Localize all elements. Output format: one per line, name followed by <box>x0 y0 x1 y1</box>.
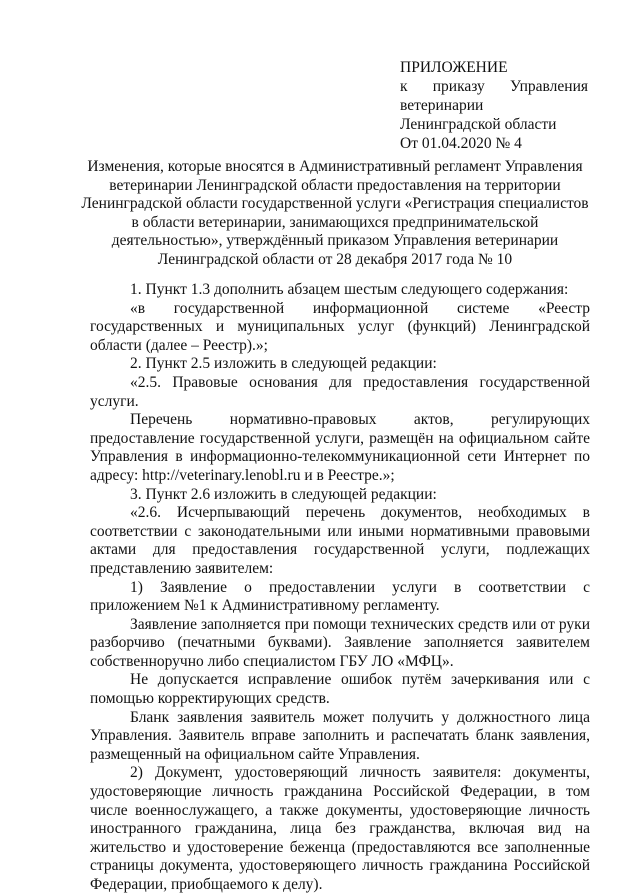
paragraph: Заявление заполняется при помощи технических средств или от руки разборчиво (печатными буквами). Заявление заполняется заявителем собственноручно либо специалистом ГБУ ЛО «МФЦ». <box>90 615 590 670</box>
appendix-header <box>400 58 588 153</box>
paragraph: 1) Заявление о предоставлении услуги в соответствии с приложением №1 к Административному регламенту. <box>90 578 590 615</box>
paragraph: 3. Пункт 2.6 изложить в следующей редакции: <box>130 485 437 503</box>
paragraph: 2. Пункт 2.5 изложить в следующей редакции: <box>130 355 437 373</box>
appendix-dept-line: ветеринарии <box>400 97 484 114</box>
appendix-order-line <box>400 77 588 96</box>
document-body <box>90 281 590 895</box>
appendix-region-line: Ленинградской области <box>400 116 557 133</box>
paragraph: «2.6. Исчерпывающий перечень документов, необходимых в соответствии с законодательными или иными нормативными правовыми актами для предоставления государственной услуги, подлежащих представлению заявителем: <box>90 504 590 577</box>
appendix-title: ПРИЛОЖЕНИЕ <box>400 59 508 76</box>
document-title: Изменения, которые вносятся в Административный регламент Управления ветеринарии Ленинградской области предоставления на территории Ленинградской области государственной услуги «Регистрация специалистов в области ветеринарии, занимающихся предпринимательской деятельностью», утверждённый приказом Управления ветеринарии Ленинградской области от 28 декабря 2017 года № 10 <box>81 158 589 268</box>
paragraph: Не допускается исправление ошибок путём зачеркивания или с помощью корректирующих средств. <box>90 671 590 708</box>
paragraph: 2) Документ, удостоверяющий личность заявителя: документы, удостоверяющие личность гражданина Российской Федерации, в том числе военнослужащего, а также документы, удостоверяющие личность иностранного гражданина, лица без гражданства, включая вид на жительство и удостоверение беженца (предоставляются все заполненные страницы документа, удостоверяющего личность гражданина Российской Федерации, приобщаемого к делу). <box>90 764 590 893</box>
paragraph: Перечень нормативно-правовых актов, регулирующих предоставление государственной услуги, размещён на официальном сайте Управления в информационно-телекоммуникационной сети Интернет по адресу: http://veterinary.lenobl.ru и в Реестре.»; <box>90 411 590 484</box>
appendix-word-dept: Управления <box>510 78 588 95</box>
paragraph: «2.5. Правовые основания для предоставления государственной услуги. <box>90 373 590 410</box>
paragraph: 1. Пункт 1.3 дополнить абзацем шестым следующего содержания: <box>130 281 569 298</box>
appendix-date-line: От 01.04.2020 № 4 <box>400 135 522 152</box>
appendix-word-k: к <box>400 78 408 95</box>
paragraph: Бланк заявления заявитель может получить у должностного лица Управления. Заявитель вправе заполнить и распечатать бланк заявления, размещенный на официальном сайте Управления. <box>90 708 590 763</box>
paragraph: «в государственной информационной системе «Реестр государственных и муниципальных услуг (функций) Ленинградской области (далее – Реестр).»; <box>90 299 590 354</box>
appendix-word-order: приказу <box>432 78 485 95</box>
